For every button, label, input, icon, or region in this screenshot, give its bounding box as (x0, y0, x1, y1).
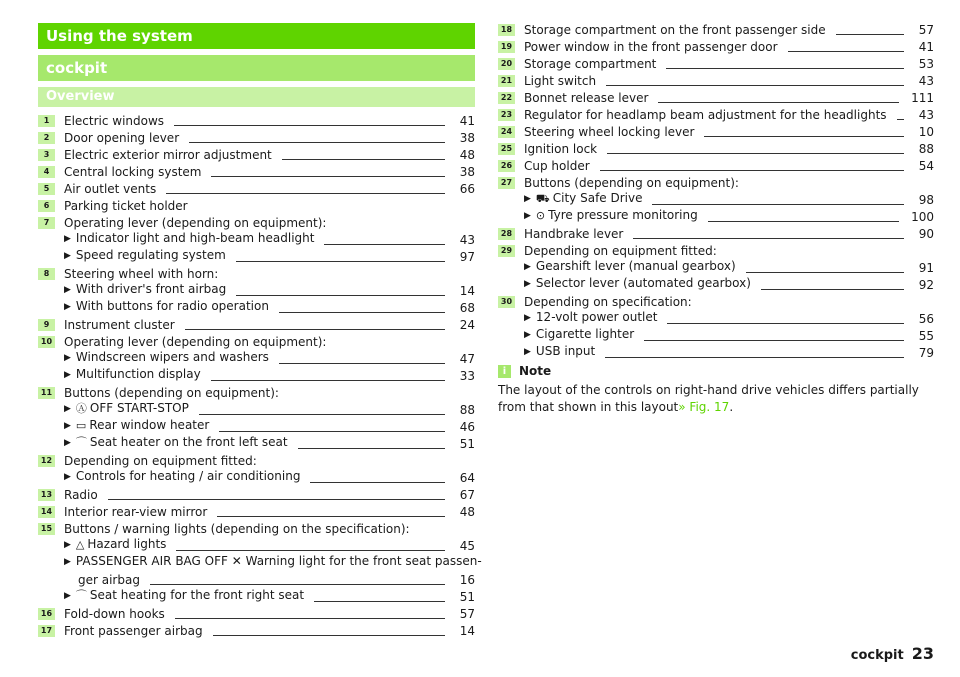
bullet-arrow-icon: ▶ (524, 330, 531, 340)
item-number-badge: 13 (38, 489, 55, 501)
item-text-wrap (64, 587, 304, 606)
item-label: Indicator light and high-beam headlight (75, 231, 315, 245)
overview-item (38, 215, 475, 266)
item-line (524, 39, 934, 56)
item-label: Multifunction display (75, 367, 201, 381)
page-reference[interactable]: 57 (459, 607, 475, 621)
item-line (64, 181, 475, 198)
page-reference[interactable]: 51 (459, 590, 475, 604)
item-line (64, 130, 475, 147)
item-label: With buttons for radio operation (75, 299, 269, 313)
item-label: Seat heating for the front right seat (89, 588, 305, 602)
leader-line (185, 321, 445, 330)
page-reference[interactable]: 54 (918, 159, 934, 173)
item-label: Air outlet vents (64, 182, 157, 196)
overview-item (38, 521, 482, 606)
leader-line (836, 26, 904, 35)
hazard-icon: △ (75, 538, 85, 551)
bullet-arrow-icon: ▶ (64, 404, 71, 414)
item-number-badge: 28 (498, 228, 515, 240)
item-number-badge: 9 (38, 319, 55, 331)
item-number-badge: 12 (38, 455, 55, 467)
overview-item (498, 56, 934, 73)
item-label: Central locking system (64, 165, 202, 179)
item-label: Radio (64, 488, 98, 502)
note-title: Note (519, 364, 552, 378)
section-title: Using the system (38, 23, 475, 49)
item-label: Electric windows (64, 114, 165, 128)
page-reference[interactable]: 56 (918, 312, 934, 326)
note-body (498, 382, 934, 416)
overview-item (498, 22, 934, 39)
item-number-badge: 5 (38, 183, 55, 195)
item-label: Power window in the front passenger door (524, 40, 778, 54)
leader-line (217, 508, 445, 517)
item-text-wrap (524, 22, 826, 39)
item-label: Steering wheel locking lever (524, 125, 695, 139)
leader-line (708, 213, 899, 222)
item-text-wrap (524, 158, 590, 175)
page-reference[interactable]: 10 (918, 125, 934, 139)
item-line (524, 22, 934, 39)
page-reference[interactable]: 79 (918, 346, 934, 360)
item-text-wrap (64, 147, 272, 164)
page-reference[interactable]: 90 (918, 227, 934, 241)
item-line (524, 73, 934, 90)
item-label: Tyre pressure monitoring (548, 208, 698, 222)
item-label: PASSENGER AIR BAG OFF ✕ Warning light for the front seat passen- (75, 554, 482, 568)
page-reference[interactable]: 24 (459, 318, 475, 332)
item-text-wrap (64, 366, 201, 385)
item-number-badge: 7 (38, 217, 55, 229)
overview-item (498, 90, 934, 107)
page-reference[interactable]: 16 (459, 573, 475, 587)
leader-line (746, 264, 904, 273)
item-label: Storage compartment on the front passenger side (524, 23, 826, 37)
leader-line (666, 60, 904, 69)
sub-item (64, 470, 475, 487)
item-label: Operating lever (depending on equipment): (64, 335, 327, 349)
overview-item (38, 198, 475, 215)
item-text-wrap (64, 164, 201, 181)
item-text-wrap (64, 487, 98, 504)
overview-item (498, 243, 934, 294)
item-label: Storage compartment (524, 57, 657, 71)
item-label: Windscreen wipers and washers (75, 350, 269, 364)
page-reference[interactable]: 98 (918, 193, 934, 207)
item-label: Depending on equipment fitted: (64, 454, 257, 468)
sub-item (64, 589, 475, 606)
item-text-wrap (64, 130, 179, 147)
sub-item (64, 300, 475, 317)
item-label: Speed regulating system (75, 248, 226, 262)
item-text-wrap (64, 434, 288, 453)
item-line (524, 56, 934, 73)
overview-item (498, 175, 934, 226)
item-line (524, 226, 934, 243)
item-line (64, 113, 475, 130)
bullet-arrow-icon: ▶ (64, 251, 71, 261)
page-number: 23 (911, 644, 934, 663)
item-text-wrap (64, 113, 164, 130)
item-line (64, 317, 475, 334)
item-number-badge: 17 (38, 625, 55, 637)
bullet-arrow-icon: ▶ (64, 591, 71, 601)
bullet-arrow-icon: ▶ (64, 421, 71, 431)
item-number-badge: 2 (38, 132, 55, 144)
overview-item (498, 124, 934, 141)
item-number-badge: 21 (498, 75, 515, 87)
item-number-badge: 18 (498, 24, 515, 36)
page-reference[interactable]: 46 (459, 420, 475, 434)
item-label: Door opening lever (64, 131, 180, 145)
bullet-arrow-icon: ▶ (64, 370, 71, 380)
leader-line (279, 355, 445, 364)
page-reference[interactable]: 43 (918, 108, 934, 122)
page-reference[interactable]: 47 (459, 352, 475, 366)
bullet-arrow-icon: ▶ (524, 262, 531, 272)
item-text-wrap (64, 317, 175, 334)
item-text-wrap (524, 226, 623, 243)
item-line (524, 158, 934, 175)
item-label: Instrument cluster (64, 318, 175, 332)
item-label: Hazard lights (87, 537, 167, 551)
item-label: OFF START-STOP (89, 401, 189, 415)
item-label: Buttons (depending on equipment): (64, 386, 279, 400)
item-text-wrap (524, 39, 778, 56)
overview-heading: Overview (38, 87, 475, 107)
seat-heating-icon: ⌒ (75, 589, 87, 602)
page-reference[interactable]: 48 (459, 148, 475, 162)
leader-line (236, 287, 445, 296)
item-label: Seat heater on the front left seat (89, 435, 288, 449)
item-label: With driver's front airbag (75, 282, 227, 296)
item-label: Cup holder (524, 159, 590, 173)
item-label: Depending on specification: (524, 295, 692, 309)
leader-line (667, 315, 904, 324)
bullet-arrow-icon: ▶ (524, 279, 531, 289)
item-text-wrap (524, 141, 597, 158)
item-line (64, 164, 475, 181)
item-label: Cigarette lighter (535, 327, 635, 341)
footer-section: cockpit (850, 648, 904, 663)
item-number-badge: 20 (498, 58, 515, 70)
item-label: Fold-down hooks (64, 607, 165, 621)
item-label: City Safe Drive (552, 191, 643, 205)
page-reference[interactable]: 64 (459, 471, 475, 485)
note-header (498, 362, 934, 380)
bullet-arrow-icon: ▶ (64, 557, 71, 567)
overview-item (38, 487, 475, 504)
item-label: Gearshift lever (manual gearbox) (535, 259, 736, 273)
leader-line (606, 77, 904, 86)
page-reference[interactable]: 38 (459, 165, 475, 179)
bullet-arrow-icon: ▶ (524, 347, 531, 357)
page-reference[interactable]: 111 (911, 91, 934, 105)
overview-item (498, 39, 934, 56)
note-box (498, 362, 934, 416)
item-label: Parking ticket holder (64, 199, 188, 213)
item-label: Bonnet release lever (524, 91, 649, 105)
bullet-arrow-icon: ▶ (524, 313, 531, 323)
item-number-badge: 10 (38, 336, 55, 348)
tyre-pressure-icon: ⊙ (535, 209, 546, 222)
item-label: Interior rear-view mirror (64, 505, 208, 519)
item-number-badge: 29 (498, 245, 515, 257)
page-reference[interactable]: 41 (459, 114, 475, 128)
item-number-badge: 30 (498, 296, 515, 308)
leader-line (644, 332, 904, 341)
item-label: Depending on equipment fitted: (524, 244, 717, 258)
overview-item (38, 266, 475, 317)
item-line (64, 623, 475, 640)
start-stop-icon: Ⓐ (75, 402, 87, 415)
item-text-wrap (64, 181, 156, 198)
leader-line (607, 145, 904, 154)
item-number-badge: 3 (38, 149, 55, 161)
leader-line (704, 128, 904, 137)
leader-line (314, 593, 445, 602)
item-number-badge: 22 (498, 92, 515, 104)
overview-item (498, 73, 934, 90)
item-text-wrap (524, 343, 595, 362)
item-text-wrap (64, 504, 207, 521)
bullet-arrow-icon: ▶ (64, 302, 71, 312)
item-text-wrap (524, 73, 596, 90)
page-reference[interactable]: 33 (459, 369, 475, 383)
sub-item (524, 345, 934, 362)
item-number-badge: 27 (498, 177, 515, 189)
leader-line (279, 304, 445, 313)
item-number-badge: 1 (38, 115, 55, 127)
page-reference[interactable]: 88 (918, 142, 934, 156)
item-number-badge: 25 (498, 143, 515, 155)
overview-item (38, 147, 475, 164)
bullet-arrow-icon: ▶ (64, 285, 71, 295)
item-text-wrap (64, 468, 300, 487)
page-reference[interactable]: 91 (918, 261, 934, 275)
item-label: Rear window heater (89, 418, 210, 432)
item-text-wrap (64, 198, 188, 215)
page-reference[interactable]: 66 (459, 182, 475, 196)
item-line (64, 487, 475, 504)
item-text-wrap (524, 90, 648, 107)
item-label: Buttons / warning lights (depending on the specification): (64, 522, 410, 536)
leader-line (788, 43, 904, 52)
overview-list-left (38, 113, 482, 640)
overview-item (38, 317, 475, 334)
item-label: Buttons (depending on equipment): (524, 176, 739, 190)
overview-item (38, 385, 475, 453)
leader-line (761, 281, 904, 290)
item-number-badge: 4 (38, 166, 55, 178)
page-reference[interactable]: 67 (459, 488, 475, 502)
item-text-wrap (64, 623, 203, 640)
bullet-arrow-icon: ▶ (64, 234, 71, 244)
item-line (524, 107, 934, 124)
item-line (64, 147, 475, 164)
item-text-wrap (64, 606, 165, 623)
item-number-badge: 23 (498, 109, 515, 121)
note-end: . (729, 400, 734, 414)
overview-item (38, 453, 475, 487)
leader-line (310, 474, 445, 483)
leader-line (108, 491, 445, 500)
page-reference[interactable]: 43 (918, 74, 934, 88)
overview-item (498, 107, 934, 124)
item-text-wrap (64, 298, 269, 317)
item-label: Handbrake lever (524, 227, 624, 241)
item-label: USB input (535, 344, 596, 358)
item-label: Light switch (524, 74, 597, 88)
overview-item (38, 504, 475, 521)
leader-line (166, 185, 445, 194)
item-text-wrap (64, 553, 482, 572)
item-label: Ignition lock (524, 142, 598, 156)
overview-item (498, 294, 934, 362)
item-label: Front passenger airbag (64, 624, 203, 638)
item-label: Regulator for headlamp beam adjustment for the headlights (524, 108, 887, 122)
page-reference[interactable]: 92 (918, 278, 934, 292)
item-number-badge: 26 (498, 160, 515, 172)
item-line (64, 504, 475, 521)
leader-line (600, 162, 904, 171)
item-number-badge: 15 (38, 523, 55, 535)
leader-line (199, 406, 445, 415)
item-text-wrap (524, 107, 887, 124)
bullet-arrow-icon: ▶ (64, 353, 71, 363)
subsection-title: cockpit (38, 55, 475, 81)
item-number-badge: 6 (38, 200, 55, 212)
sub-item (524, 277, 934, 294)
page-reference[interactable]: 14 (459, 284, 475, 298)
page-reference[interactable]: 57 (918, 23, 934, 37)
leader-line (633, 230, 904, 239)
page-reference[interactable]: 38 (459, 131, 475, 145)
leader-line (150, 576, 445, 585)
leader-line (176, 542, 445, 551)
seat-heater-icon: ⌒ (75, 436, 87, 449)
sub-item (64, 436, 475, 453)
leader-line (175, 610, 445, 619)
item-label: Controls for heating / air conditioning (75, 469, 301, 483)
overview-item (498, 158, 934, 175)
page-reference[interactable]: 48 (459, 505, 475, 519)
item-line (524, 90, 934, 107)
bullet-arrow-icon: ▶ (64, 472, 71, 482)
leader-line (219, 423, 445, 432)
item-line (524, 141, 934, 158)
leader-line (324, 236, 445, 245)
overview-item (498, 226, 934, 243)
page-reference[interactable]: 51 (459, 437, 475, 451)
leader-line (897, 111, 904, 120)
leader-line (174, 117, 445, 126)
item-line (524, 124, 934, 141)
item-text-wrap (64, 247, 226, 266)
item-label: Electric exterior mirror adjustment (64, 148, 272, 162)
item-label: Selector lever (automated gearbox) (535, 276, 751, 290)
info-icon: i (498, 365, 511, 378)
sub-item (64, 368, 475, 385)
leader-line (211, 168, 445, 177)
page-reference[interactable]: 43 (459, 233, 475, 247)
item-number-badge: 16 (38, 608, 55, 620)
overview-item (498, 141, 934, 158)
page-footer (851, 644, 934, 663)
leader-line (298, 440, 445, 449)
leader-line (189, 134, 445, 143)
item-label: 12-volt power outlet (535, 310, 658, 324)
bullet-arrow-icon: ▶ (524, 211, 531, 221)
page-reference[interactable]: 100 (911, 210, 934, 224)
overview-item (38, 623, 475, 640)
page-reference[interactable]: 53 (918, 57, 934, 71)
item-text-wrap (524, 207, 698, 226)
item-text-wrap (524, 275, 751, 294)
overview-item (38, 181, 475, 198)
overview-item (38, 334, 475, 385)
page-reference[interactable]: 45 (459, 539, 475, 553)
item-label: Operating lever (depending on equipment): (64, 216, 327, 230)
leader-line (658, 94, 899, 103)
sub-item (64, 554, 482, 572)
page-reference[interactable]: 14 (459, 624, 475, 638)
page-reference[interactable]: 41 (918, 40, 934, 54)
item-number-badge: 8 (38, 268, 55, 280)
sub-item (64, 249, 475, 266)
item-line (64, 606, 475, 623)
item-text-wrap (524, 124, 694, 141)
bullet-arrow-icon: ▶ (524, 194, 531, 204)
page-reference[interactable]: 88 (459, 403, 475, 417)
item-label: ger airbag (78, 573, 140, 587)
page-reference[interactable]: 97 (459, 250, 475, 264)
item-label: Steering wheel with horn: (64, 267, 219, 281)
overview-item (38, 164, 475, 181)
page-reference[interactable]: 68 (459, 301, 475, 315)
item-number-badge: 24 (498, 126, 515, 138)
overview-item (38, 130, 475, 147)
rear-window-heater-icon: ▭ (75, 419, 87, 432)
item-number-badge: 11 (38, 387, 55, 399)
leader-line (211, 372, 445, 381)
overview-item (38, 113, 475, 130)
leader-line (213, 627, 445, 636)
item-number-badge: 19 (498, 41, 515, 53)
city-safe-drive-icon: ⛟ (535, 192, 550, 205)
overview-list-right (498, 22, 934, 362)
item-line (64, 198, 475, 215)
item-text-wrap (524, 56, 656, 73)
overview-item (38, 606, 475, 623)
leader-line (282, 151, 445, 160)
leader-line (652, 196, 904, 205)
figure-link[interactable]: » Fig. 17 (678, 400, 730, 414)
leader-line (605, 349, 904, 358)
sub-item (524, 209, 934, 226)
leader-line (236, 253, 445, 262)
page-reference[interactable]: 55 (918, 329, 934, 343)
item-number-badge: 14 (38, 506, 55, 518)
bullet-arrow-icon: ▶ (64, 540, 71, 550)
note-text: The layout of the controls on right-hand drive vehicles differs partially from that shown in this layout (498, 383, 919, 414)
bullet-arrow-icon: ▶ (64, 438, 71, 448)
